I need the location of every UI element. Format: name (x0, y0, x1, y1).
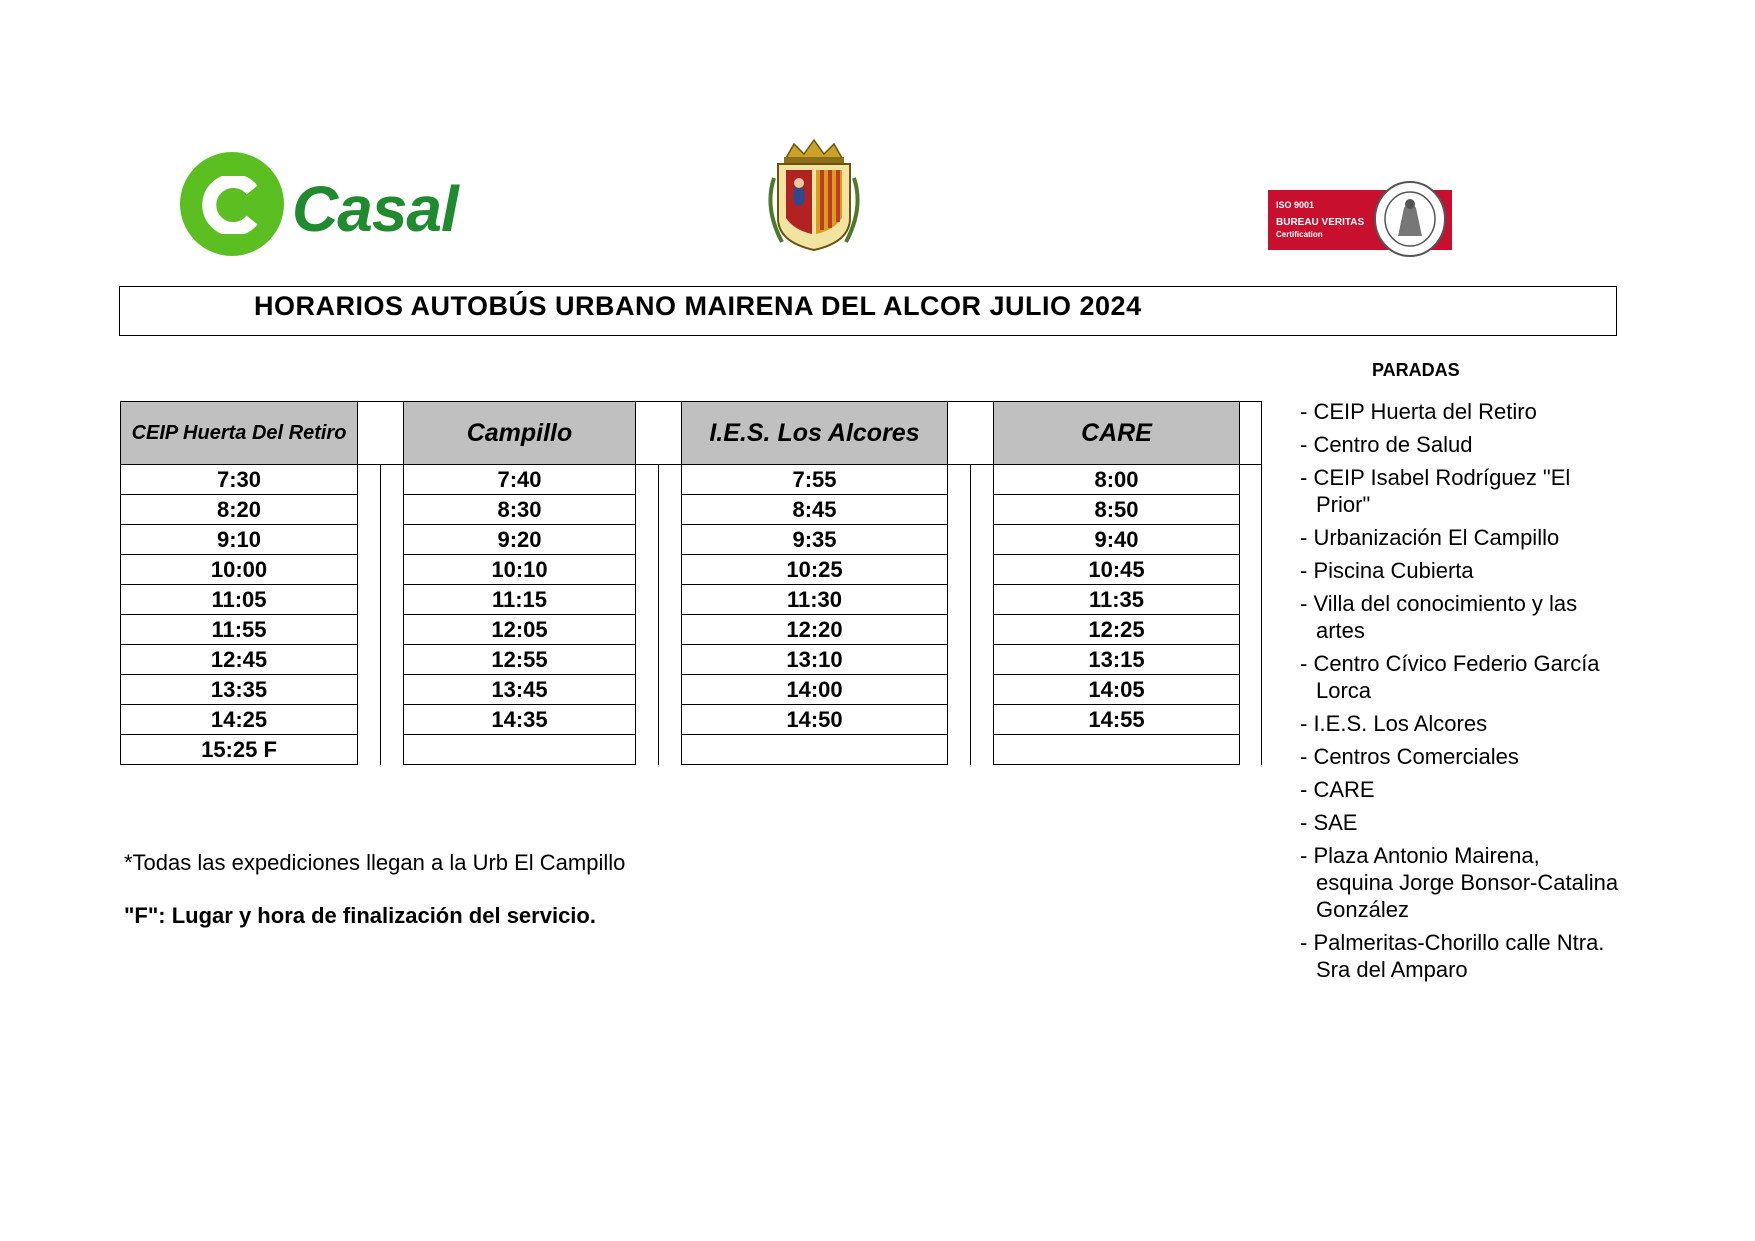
column-spacer (636, 705, 682, 735)
table-row (121, 465, 1262, 495)
time-cell: 10:25 (682, 555, 948, 585)
table-row (121, 705, 1262, 735)
iso-company-label: BUREAU VERITAS (1276, 217, 1365, 228)
time-cell: 13:10 (682, 645, 948, 675)
table-row (121, 495, 1262, 525)
time-cell: 8:00 (994, 465, 1240, 495)
time-cell: 10:45 (994, 555, 1240, 585)
municipal-crest-icon (764, 138, 864, 254)
casal-logo (180, 152, 480, 257)
table-row (121, 585, 1262, 615)
time-cell: 9:10 (121, 525, 358, 555)
column-spacer (358, 585, 404, 615)
time-cell: 13:35 (121, 675, 358, 705)
list-item: - SAE (1300, 810, 1358, 835)
page-title: HORARIOS AUTOBÚS URBANO MAIRENA DEL ALCOR JULIO 2024 (254, 291, 1142, 321)
time-cell: 9:20 (404, 525, 636, 555)
time-cell: 8:20 (121, 495, 358, 525)
time-cell: 12:20 (682, 615, 948, 645)
list-item: - Centro de Salud (1300, 432, 1473, 457)
time-cell: 9:40 (994, 525, 1240, 555)
column-spacer (636, 402, 682, 465)
column-spacer (948, 705, 994, 735)
column-spacer (636, 465, 682, 495)
time-cell: 7:40 (404, 465, 636, 495)
stops-title: PARADAS (1372, 360, 1460, 380)
iso-certification-label: Certification (1276, 230, 1323, 239)
table-row (121, 555, 1262, 585)
time-cell: 8:30 (404, 495, 636, 525)
time-cell: 14:05 (994, 675, 1240, 705)
table-row (121, 615, 1262, 645)
column-spacer (1240, 465, 1262, 495)
column-spacer (358, 525, 404, 555)
column-spacer (1240, 402, 1262, 465)
time-cell: 14:00 (682, 675, 948, 705)
time-cell: 11:55 (121, 615, 358, 645)
time-cell: 7:30 (121, 465, 358, 495)
column-spacer (948, 465, 994, 495)
column-spacer (1240, 675, 1262, 705)
arrival-note: *Todas las expediciones llegan a la Urb El Campillo (124, 850, 626, 875)
time-cell: 14:35 (404, 705, 636, 735)
time-cell (404, 735, 636, 765)
column-header: I.E.S. Los Alcores (682, 402, 948, 465)
time-cell: 12:05 (404, 615, 636, 645)
list-item: - Palmeritas-Chorillo calle Ntra. Sra del Amparo (1300, 930, 1605, 982)
time-cell: 12:45 (121, 645, 358, 675)
time-cell (682, 735, 948, 765)
column-spacer (358, 495, 404, 525)
column-spacer (1240, 705, 1262, 735)
column-spacer (358, 555, 404, 585)
column-spacer (358, 402, 404, 465)
column-spacer (636, 525, 682, 555)
column-spacer (948, 555, 994, 585)
column-spacer (948, 525, 994, 555)
column-spacer (1240, 615, 1262, 645)
column-spacer (1240, 585, 1262, 615)
column-spacer (358, 735, 404, 765)
column-spacer (948, 402, 994, 465)
time-cell: 14:55 (994, 705, 1240, 735)
time-cell: 11:35 (994, 585, 1240, 615)
time-cell: 14:50 (682, 705, 948, 735)
column-spacer (948, 615, 994, 645)
time-cell: 14:25 (121, 705, 358, 735)
column-spacer (358, 465, 404, 495)
table-row (121, 645, 1262, 675)
column-spacer (1240, 555, 1262, 585)
column-spacer (948, 675, 994, 705)
casal-c-icon (202, 176, 262, 234)
column-spacer (636, 555, 682, 585)
column-spacer (358, 615, 404, 645)
time-cell: 13:45 (404, 675, 636, 705)
casal-logo-circle (180, 152, 284, 256)
time-cell: 15:25 F (121, 735, 358, 765)
list-item: - Plaza Antonio Mairena, esquina Jorge Bonsor-Catalina González (1300, 843, 1619, 922)
list-item: - CEIP Isabel Rodríguez "El Prior" (1300, 465, 1571, 517)
time-cell: 11:30 (682, 585, 948, 615)
column-spacer (636, 675, 682, 705)
schedule-header-row (121, 402, 1262, 465)
list-item: - I.E.S. Los Alcores (1300, 711, 1488, 736)
column-header: CEIP Huerta Del Retiro (121, 402, 358, 465)
column-spacer (358, 675, 404, 705)
column-spacer (636, 645, 682, 675)
column-spacer (358, 645, 404, 675)
iso-standard-label: ISO 9001 (1276, 200, 1315, 210)
time-cell: 8:45 (682, 495, 948, 525)
casal-logo-text: Casal (292, 173, 458, 245)
table-row (121, 735, 1262, 765)
schedule-body (121, 465, 1262, 765)
time-cell: 9:35 (682, 525, 948, 555)
list-item: - Centro Cívico Federio García Lorca (1300, 651, 1600, 703)
time-cell: 12:25 (994, 615, 1240, 645)
time-cell: 12:55 (404, 645, 636, 675)
column-spacer (636, 615, 682, 645)
time-cell: 11:05 (121, 585, 358, 615)
bureau-veritas-seal-icon (1372, 180, 1448, 258)
list-item: - CEIP Huerta del Retiro (1300, 399, 1537, 424)
list-item: - Piscina Cubierta (1300, 558, 1474, 583)
time-cell: 11:15 (404, 585, 636, 615)
list-item: - CARE (1300, 777, 1375, 802)
table-row (121, 525, 1262, 555)
schedule-table (120, 401, 1262, 765)
time-cell: 7:55 (682, 465, 948, 495)
list-item: - Villa del conocimiento y las artes (1300, 591, 1578, 643)
column-spacer (948, 495, 994, 525)
column-header: Campillo (404, 402, 636, 465)
column-spacer (358, 705, 404, 735)
column-spacer (636, 735, 682, 765)
title-box (119, 286, 1617, 336)
column-spacer (1240, 645, 1262, 675)
column-spacer (948, 645, 994, 675)
list-item: - Centros Comerciales (1300, 744, 1519, 769)
column-spacer (1240, 495, 1262, 525)
column-spacer (1240, 735, 1262, 765)
list-item: - Urbanización El Campillo (1300, 525, 1560, 550)
column-spacer (636, 585, 682, 615)
time-cell: 10:00 (121, 555, 358, 585)
column-spacer (948, 585, 994, 615)
final-stop-note: "F": Lugar y hora de finalización del servicio. (124, 903, 596, 928)
time-cell: 10:10 (404, 555, 636, 585)
time-cell: 13:15 (994, 645, 1240, 675)
column-header: CARE (994, 402, 1240, 465)
iso-certification-logo (1268, 180, 1452, 258)
time-cell (994, 735, 1240, 765)
column-spacer (636, 495, 682, 525)
stops-list (1300, 398, 1620, 989)
column-spacer (948, 735, 994, 765)
column-spacer (1240, 525, 1262, 555)
table-row (121, 675, 1262, 705)
time-cell: 8:50 (994, 495, 1240, 525)
